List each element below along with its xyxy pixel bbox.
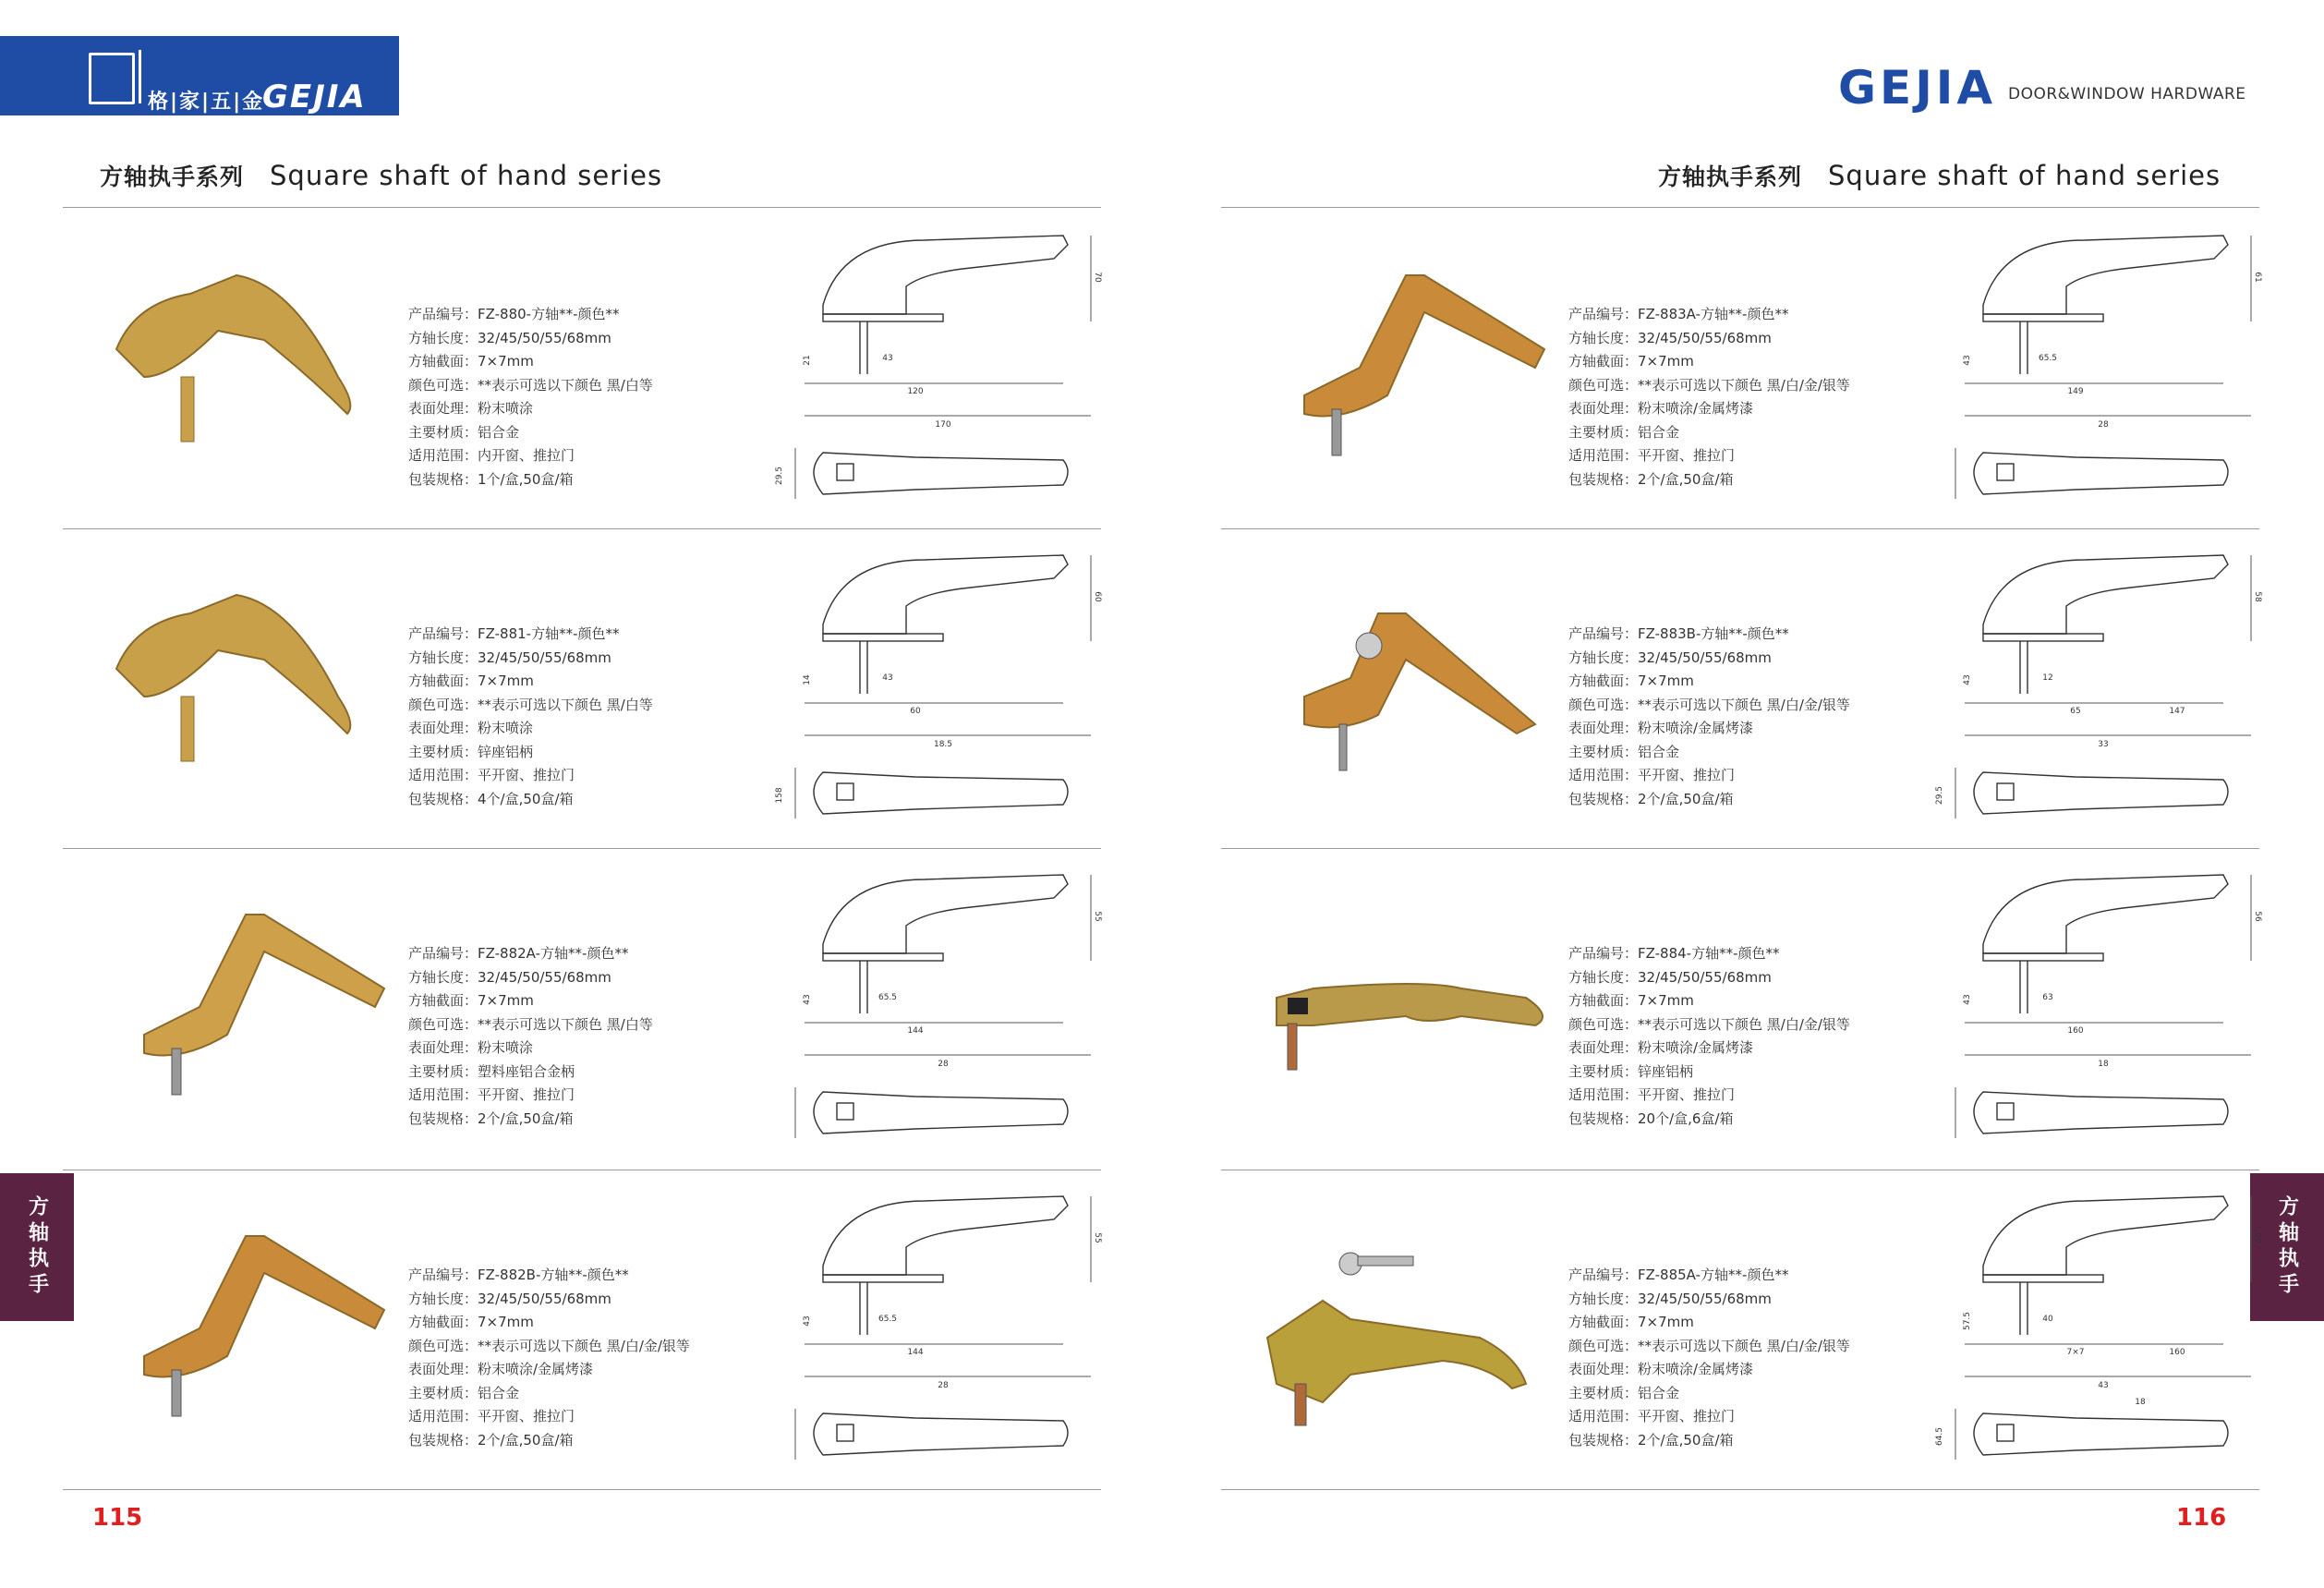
- divider: [1221, 207, 2259, 208]
- product-cell: [61, 211, 1160, 529]
- product-specs: [1568, 303, 1850, 491]
- dimension-label: 57.5: [1963, 1311, 1972, 1331]
- product-cell: [61, 850, 1160, 1169]
- right-title-en: Square shaft of hand series: [1828, 160, 2221, 191]
- spec-packing: 包装规格：1个/盒,50盒/箱: [408, 470, 574, 488]
- dimension-label: 56: [2253, 911, 2262, 922]
- right-series-title: [1658, 159, 2221, 192]
- dimension-label: 144: [907, 1026, 924, 1036]
- dimension-label: 14: [803, 674, 812, 685]
- spec-material: 主要材质：铝合金: [408, 423, 520, 441]
- dimension-label: 144: [907, 1348, 924, 1357]
- dimension-label: 55: [1093, 1232, 1102, 1243]
- dimension-label: 33: [2098, 740, 2109, 749]
- product-cell: [1221, 530, 2320, 849]
- spec-code: 产品编号：FZ-881-方轴**-颜色**: [408, 625, 620, 642]
- dimension-label: 28: [2098, 420, 2109, 430]
- dimension-label: 170: [935, 420, 951, 430]
- spec-code: 产品编号：FZ-882B-方轴**-颜色**: [408, 1267, 629, 1283]
- spec-packing: 包装规格：2个/盒,50盒/箱: [1568, 790, 1734, 807]
- dimension-label: 65.5: [2038, 354, 2058, 363]
- spec-surface: 表面处理：粉末喷涂/金属烤漆: [1568, 720, 1754, 736]
- dimension-label: 28: [938, 1060, 949, 1069]
- dimension-label: 149: [2067, 387, 2084, 396]
- spec-surface: 表面处理：粉末喷涂/金属烤漆: [1568, 1361, 1754, 1377]
- spec-scope: 适用范围：平开窗、推拉门: [1568, 1408, 1736, 1424]
- spec-shaft-section: 方轴截面：7×7mm: [408, 673, 534, 689]
- brand-banner: [0, 36, 399, 115]
- dimension-label: 18.5: [933, 740, 953, 749]
- side-tab-left: 方轴执手: [0, 1173, 74, 1321]
- spec-scope: 适用范围：平开窗、推拉门: [1568, 447, 1736, 464]
- technical-drawing: [744, 861, 1132, 1157]
- spec-material: 主要材质：锌座铝柄: [1568, 1062, 1694, 1080]
- dimension-label: 21: [803, 355, 812, 366]
- product-specs: [408, 303, 653, 491]
- dimension-label: 65.5: [878, 1315, 898, 1324]
- spec-shaft-length: 方轴长度：32/45/50/55/68mm: [1568, 968, 1772, 986]
- spec-material: 主要材质：铝合金: [1568, 1384, 1680, 1401]
- spec-shaft-length: 方轴长度：32/45/50/55/68mm: [408, 649, 611, 666]
- product-photo: [1240, 878, 1572, 1118]
- product-specs: [1568, 1264, 1850, 1452]
- dimension-label: 160: [2067, 1026, 2084, 1036]
- technical-drawing: [744, 1182, 1132, 1478]
- spec-surface: 表面处理：粉末喷涂: [408, 1039, 534, 1056]
- technical-drawing: [1905, 222, 2293, 517]
- dimension-label: 43: [1963, 674, 1972, 685]
- product-cell: [1221, 1171, 2320, 1490]
- dimension-label: 43: [882, 673, 893, 683]
- technical-drawing: [1905, 541, 2293, 837]
- dimension-label: 65: [2070, 707, 2081, 716]
- product-photo: [79, 558, 412, 798]
- spec-shaft-section: 方轴截面：7×7mm: [408, 353, 534, 370]
- product-photo: [1240, 1199, 1572, 1439]
- product-cell: [61, 1171, 1160, 1490]
- spec-packing: 包装规格：2个/盒,50盒/箱: [408, 1431, 574, 1449]
- dimension-label: 55: [1093, 911, 1102, 922]
- right-logo: GEJIA: [1838, 61, 1997, 115]
- dimension-label: 43: [2098, 1381, 2109, 1390]
- side-tab-right: 方轴执手: [2250, 1173, 2324, 1321]
- dimension-label: 40: [2042, 1315, 2053, 1324]
- dimension-label: 60: [910, 707, 921, 716]
- spec-surface: 表面处理：粉末喷涂/金属烤漆: [1568, 400, 1754, 417]
- product-photo: [79, 1199, 412, 1439]
- spec-code: 产品编号：FZ-882A-方轴**-颜色**: [408, 945, 629, 962]
- product-specs: [408, 942, 653, 1131]
- spec-material: 主要材质：铝合金: [1568, 743, 1680, 760]
- spec-surface: 表面处理：粉末喷涂/金属烤漆: [408, 1361, 594, 1377]
- dimension-label: 147: [2169, 707, 2185, 716]
- spec-packing: 包装规格：2个/盒,50盒/箱: [408, 1109, 574, 1127]
- spec-shaft-section: 方轴截面：7×7mm: [1568, 1314, 1694, 1330]
- page-number-right: 116: [2176, 1504, 2227, 1532]
- spec-material: 主要材质：锌座铝柄: [408, 743, 534, 760]
- dimension-label: 12: [2042, 673, 2053, 683]
- product-specs: [408, 623, 653, 811]
- spec-packing: 包装规格：2个/盒,50盒/箱: [1568, 470, 1734, 488]
- spec-color-options: 颜色可选：**表示可选以下颜色 黑/白/金/银等: [1568, 376, 1850, 394]
- spec-color-options: 颜色可选：**表示可选以下颜色 黑/白等: [408, 696, 653, 713]
- product-photo: [1240, 238, 1572, 479]
- brand-logo-mark: [89, 53, 135, 104]
- spec-shaft-section: 方轴截面：7×7mm: [1568, 353, 1694, 370]
- spec-color-options: 颜色可选：**表示可选以下颜色 黑/白/金/银等: [1568, 1015, 1850, 1033]
- page-number-left: 115: [92, 1504, 143, 1532]
- spec-color-options: 颜色可选：**表示可选以下颜色 黑/白/金/银等: [1568, 696, 1850, 713]
- technical-drawing: [744, 541, 1132, 837]
- brand-name-cn: 格|家|五|金: [148, 91, 265, 114]
- spec-scope: 适用范围：平开窗、推拉门: [1568, 1086, 1736, 1103]
- dimension-label: 58: [2253, 591, 2262, 602]
- spec-shaft-length: 方轴长度：32/45/50/55/68mm: [408, 329, 611, 346]
- dimension-label: 43: [803, 1315, 812, 1327]
- spec-code: 产品编号：FZ-883B-方轴**-颜色**: [1568, 625, 1789, 642]
- dimension-label: 158: [775, 787, 784, 804]
- spec-shaft-section: 方轴截面：7×7mm: [1568, 992, 1694, 1009]
- spec-surface: 表面处理：粉末喷涂/金属烤漆: [1568, 1039, 1754, 1056]
- dimension-label: 43: [1963, 994, 1972, 1005]
- spec-shaft-length: 方轴长度：32/45/50/55/68mm: [1568, 649, 1772, 666]
- dimension-label: 29.5: [1935, 785, 1944, 806]
- dimension-label: 43: [803, 994, 812, 1005]
- dimension-label: 64.5: [1935, 1426, 1944, 1447]
- spec-shaft-length: 方轴长度：32/45/50/55/68mm: [1568, 329, 1772, 346]
- spec-scope: 适用范围：平开窗、推拉门: [408, 767, 575, 783]
- spec-surface: 表面处理：粉末喷涂: [408, 400, 534, 417]
- brand-name-en: GEJIA: [262, 79, 367, 115]
- spec-shaft-length: 方轴长度：32/45/50/55/68mm: [408, 1290, 611, 1307]
- spec-scope: 适用范围：平开窗、推拉门: [408, 1086, 575, 1103]
- spec-packing: 包装规格：4个/盒,50盒/箱: [408, 790, 574, 807]
- left-series-title: [100, 159, 662, 192]
- spec-shaft-section: 方轴截面：7×7mm: [1568, 673, 1694, 689]
- spec-code: 产品编号：FZ-885A-方轴**-颜色**: [1568, 1267, 1789, 1283]
- spec-shaft-section: 方轴截面：7×7mm: [408, 992, 534, 1009]
- spec-code: 产品编号：FZ-884-方轴**-颜色**: [1568, 945, 1780, 962]
- technical-drawing: [744, 222, 1132, 517]
- product-cell: [1221, 850, 2320, 1169]
- spec-color-options: 颜色可选：**表示可选以下颜色 黑/白等: [408, 376, 653, 394]
- dimension-label: 63: [2042, 993, 2053, 1002]
- product-specs: [1568, 942, 1850, 1131]
- dimension-label: 120: [907, 387, 924, 396]
- product-cell: [1221, 211, 2320, 529]
- spec-code: 产品编号：FZ-883A-方轴**-颜色**: [1568, 306, 1789, 322]
- dimension-label: 61: [2253, 272, 2262, 283]
- product-specs: [1568, 623, 1850, 811]
- product-specs: [408, 1264, 690, 1452]
- spec-packing: 包装规格：2个/盒,50盒/箱: [1568, 1431, 1734, 1449]
- spec-packing: 包装规格：20个/盒,6盒/箱: [1568, 1109, 1734, 1127]
- dimension-label: 29.5: [775, 466, 784, 486]
- spec-color-options: 颜色可选：**表示可选以下颜色 黑/白/金/银等: [408, 1337, 690, 1354]
- product-photo: [79, 238, 412, 479]
- dimension-label: 7×7: [2066, 1348, 2085, 1357]
- dimension-label: 18: [2135, 1398, 2146, 1407]
- left-title-cn: 方轴执手系列: [100, 164, 245, 190]
- dimension-label: 60: [1093, 591, 1102, 602]
- dimension-label: 70: [1093, 272, 1102, 283]
- divider: [63, 207, 1101, 208]
- right-title-cn: 方轴执手系列: [1658, 164, 1803, 190]
- dimension-label: 160: [2169, 1348, 2185, 1357]
- spec-code: 产品编号：FZ-880-方轴**-颜色**: [408, 306, 620, 322]
- spec-color-options: 颜色可选：**表示可选以下颜色 黑/白/金/银等: [1568, 1337, 1850, 1354]
- left-title-en: Square shaft of hand series: [270, 160, 663, 191]
- product-cell: [61, 530, 1160, 849]
- spec-material: 主要材质：铝合金: [408, 1384, 520, 1401]
- right-tagline: DOOR&WINDOW HARDWARE: [2008, 85, 2246, 103]
- dimension-label: 28: [938, 1381, 949, 1390]
- product-photo: [1240, 558, 1572, 798]
- spec-shaft-section: 方轴截面：7×7mm: [408, 1314, 534, 1330]
- product-photo: [79, 878, 412, 1118]
- technical-drawing: [1905, 1182, 2293, 1478]
- dimension-label: 65.5: [878, 993, 898, 1002]
- spec-shaft-length: 方轴长度：32/45/50/55/68mm: [1568, 1290, 1772, 1307]
- spec-surface: 表面处理：粉末喷涂: [408, 720, 534, 736]
- dimension-label: 18: [2098, 1060, 2109, 1069]
- spec-scope: 适用范围：平开窗、推拉门: [408, 1408, 575, 1424]
- spec-color-options: 颜色可选：**表示可选以下颜色 黑/白等: [408, 1015, 653, 1033]
- spec-shaft-length: 方轴长度：32/45/50/55/68mm: [408, 968, 611, 986]
- spec-material: 主要材质：塑料座铝合金柄: [408, 1062, 575, 1080]
- spec-scope: 适用范围：平开窗、推拉门: [1568, 767, 1736, 783]
- dimension-label: 43: [1963, 355, 1972, 366]
- dimension-label: 43: [882, 354, 893, 363]
- spec-scope: 适用范围：内开窗、推拉门: [408, 447, 575, 464]
- dimension-label: 69: [2253, 1232, 2262, 1243]
- spec-material: 主要材质：铝合金: [1568, 423, 1680, 441]
- technical-drawing: [1905, 861, 2293, 1157]
